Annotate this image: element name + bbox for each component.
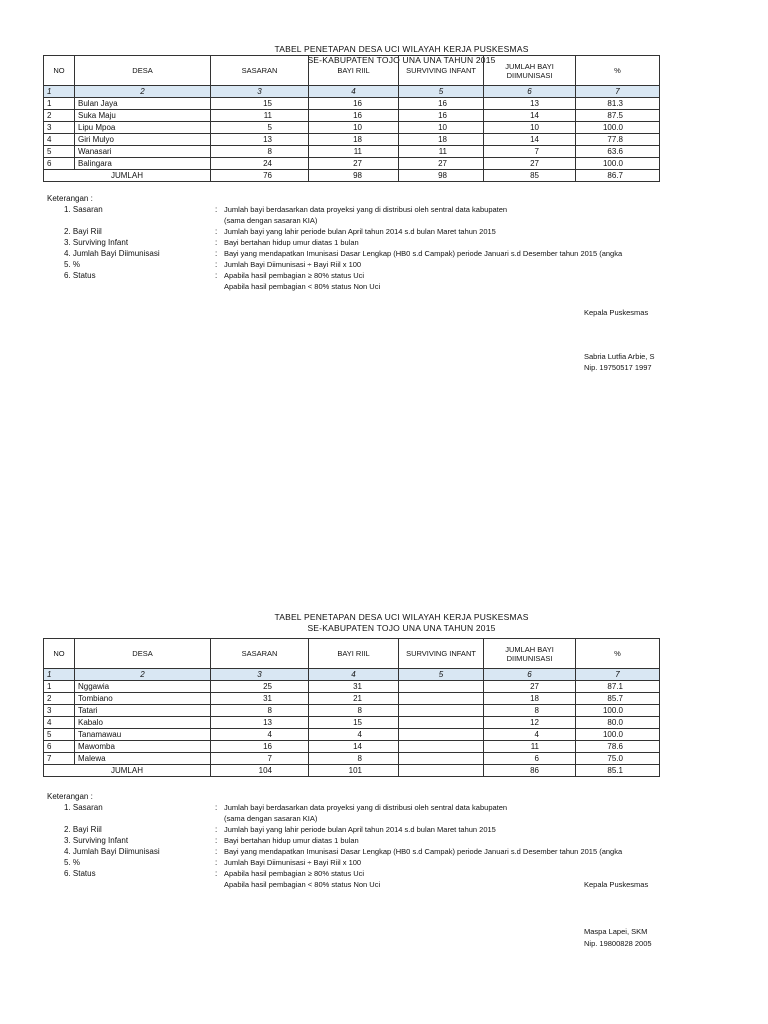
cell-sasaran: 13 <box>211 717 309 729</box>
table-row <box>44 693 660 705</box>
cell-surviving-infant <box>399 753 484 765</box>
title-line-1: TABEL PENETAPAN DESA UCI WILAYAH KERJA PUSKESMAS <box>274 612 529 622</box>
cell-desa: Malewa <box>75 753 211 765</box>
cell-desa: Lipu Mpoa <box>75 122 211 134</box>
cell-jumlah-bayi: 18 <box>484 693 576 705</box>
cell-sasaran: 5 <box>211 122 309 134</box>
col-header-desa: DESA <box>75 639 211 669</box>
total-percent: 86.7 <box>576 170 660 182</box>
cell-no: 1 <box>44 98 75 110</box>
title-line-2: SE-KABUPATEN TOJO UNA UNA TAHUN 2015 <box>307 55 496 65</box>
cell-jumlah-bayi: 12 <box>484 717 576 729</box>
column-index-row <box>44 86 660 98</box>
cell-percent: 100.0 <box>576 729 660 741</box>
cell-bayi-riil: 10 <box>309 122 399 134</box>
cell-jumlah-bayi: 13 <box>484 98 576 110</box>
cell-percent: 100.0 <box>576 122 660 134</box>
cell-desa: Wanasari <box>75 146 211 158</box>
note-value: Jumlah Bayi Diimunisasi ÷ Bayi Riil x 100 <box>224 858 362 867</box>
note-key: 2. Bayi Riil <box>64 825 102 834</box>
note-row: 2. Bayi Riil : Jumlah bayi yang lahir periode bulan April tahun 2014 s.d bulan Maret tahun 2015 <box>64 825 496 834</box>
total-percent: 85.1 <box>576 765 660 777</box>
cell-percent: 80.0 <box>576 717 660 729</box>
cell-percent: 100.0 <box>576 705 660 717</box>
signer-name: Maspa Lapei, SKM <box>584 927 648 936</box>
note-key: 3. Surviving Infant <box>64 836 129 845</box>
cell-no: 6 <box>44 741 75 753</box>
signer-name: Sabria Lutfia Arbie, S <box>584 352 655 361</box>
title-line-2: SE-KABUPATEN TOJO UNA UNA TAHUN 2015 <box>307 623 496 633</box>
signer-title: Kepala Puskesmas <box>584 880 649 889</box>
cell-sasaran: 13 <box>211 134 309 146</box>
cell-no: 2 <box>44 693 75 705</box>
table-row <box>44 98 660 110</box>
index-cell: 3 <box>211 86 309 98</box>
total-jumlah-bayi: 85 <box>484 170 576 182</box>
cell-sasaran: 8 <box>211 705 309 717</box>
col-header-no: NO <box>44 56 75 86</box>
cell-sasaran: 16 <box>211 741 309 753</box>
cell-surviving-infant: 18 <box>399 134 484 146</box>
note-row: 4. Jumlah Bayi Diimunisasi : Bayi yang mendapatkan Imunisasi Dasar Lengkap (HB0 s.d Campak) periode Januari s.d Desember tahun 2015 (angka <box>64 249 623 258</box>
note-row <box>47 813 687 824</box>
table-row <box>44 158 660 170</box>
total-bayi-riil: 101 <box>309 765 399 777</box>
cell-sasaran: 4 <box>211 729 309 741</box>
note-row: 2. Bayi Riil : Jumlah bayi yang lahir periode bulan April tahun 2014 s.d bulan Maret tahun 2015 <box>64 227 496 236</box>
note-value: Jumlah bayi berdasarkan data proyeksi yang di distribusi oleh sentral data kabupaten <box>224 803 508 812</box>
cell-sasaran: 25 <box>211 681 309 693</box>
cell-surviving-infant <box>399 693 484 705</box>
cell-desa: Suka Maju <box>75 110 211 122</box>
note-key: 6. Status <box>64 271 96 280</box>
cell-surviving-infant <box>399 717 484 729</box>
table-row <box>44 729 660 741</box>
total-surviving-infant <box>399 765 484 777</box>
col-header-sasaran: SASARAN <box>211 639 309 669</box>
cell-no: 6 <box>44 158 75 170</box>
col-header-sasaran: SASARAN <box>211 56 309 86</box>
cell-surviving-infant <box>399 681 484 693</box>
cell-surviving-infant: 27 <box>399 158 484 170</box>
cell-desa: Tatari <box>75 705 211 717</box>
cell-sasaran: 24 <box>211 158 309 170</box>
index-cell: 6 <box>484 86 576 98</box>
keterangan-block <box>47 193 687 292</box>
note-key: 4. Jumlah Bayi Diimunisasi <box>64 249 160 258</box>
cell-bayi-riil: 14 <box>309 741 399 753</box>
cell-no: 1 <box>44 681 75 693</box>
cell-no: 4 <box>44 717 75 729</box>
cell-jumlah-bayi: 6 <box>484 753 576 765</box>
cell-bayi-riil: 8 <box>309 753 399 765</box>
cell-percent: 63.6 <box>576 146 660 158</box>
cell-no: 3 <box>44 122 75 134</box>
index-cell: 4 <box>309 86 399 98</box>
cell-desa: Mawomba <box>75 741 211 753</box>
index-cell: 1 <box>44 669 75 681</box>
cell-desa: Giri Mulyo <box>75 134 211 146</box>
total-row <box>44 170 660 182</box>
header-row <box>44 639 660 669</box>
index-cell: 2 <box>75 86 211 98</box>
index-cell: 5 <box>399 669 484 681</box>
note-key: 1. Sasaran <box>64 803 103 812</box>
table-row <box>44 110 660 122</box>
cell-surviving-infant <box>399 705 484 717</box>
total-bayi-riil: 98 <box>309 170 399 182</box>
cell-no: 3 <box>44 705 75 717</box>
index-cell: 5 <box>399 86 484 98</box>
note-row: 1. Sasaran : Jumlah bayi berdasarkan data proyeksi yang di distribusi oleh sentral data kabupaten <box>64 803 508 812</box>
col-header-jumlah-bayi: JUMLAH BAYI DIIMUNISASI <box>484 639 576 669</box>
table-row <box>44 146 660 158</box>
note-row: 1. Sasaran : Jumlah bayi berdasarkan data proyeksi yang di distribusi oleh sentral data kabupaten <box>64 205 508 214</box>
total-surviving-infant: 98 <box>399 170 484 182</box>
cell-surviving-infant: 16 <box>399 110 484 122</box>
note-key: 3. Surviving Infant <box>64 238 129 247</box>
index-cell: 7 <box>576 86 660 98</box>
note-row: 6. Status : Apabila hasil pembagian ≥ 80% status Uci <box>64 869 365 878</box>
cell-bayi-riil: 31 <box>309 681 399 693</box>
note-row: 3. Surviving Infant : Bayi bertahan hidup umur diatas 1 bulan <box>64 238 359 247</box>
index-cell: 2 <box>75 669 211 681</box>
table-row <box>44 741 660 753</box>
note-value: Jumlah bayi berdasarkan data proyeksi yang di distribusi oleh sentral data kabupaten <box>224 205 508 214</box>
total-sasaran: 76 <box>211 170 309 182</box>
total-row <box>44 765 660 777</box>
note-value: Jumlah bayi yang lahir periode bulan April tahun 2014 s.d bulan Maret tahun 2015 <box>224 825 496 834</box>
cell-bayi-riil: 15 <box>309 717 399 729</box>
cell-surviving-infant: 11 <box>399 146 484 158</box>
cell-desa: Bulan Jaya <box>75 98 211 110</box>
col-header-surviving-infant: SURVIVING INFANT <box>399 56 484 86</box>
keterangan-label: Keterangan : <box>47 194 93 203</box>
column-index-row <box>44 669 660 681</box>
note-key: 2. Bayi Riil <box>64 227 102 236</box>
cell-percent: 77.8 <box>576 134 660 146</box>
note-row: 5. % : Jumlah Bayi Diimunisasi ÷ Bayi Riil x 100 <box>64 260 362 269</box>
note-value: Apabila hasil pembagian < 80% status Non Uci <box>224 282 381 291</box>
cell-jumlah-bayi: 14 <box>484 134 576 146</box>
col-header-bayi-riil: BAYI RIIL <box>309 639 399 669</box>
index-cell: 6 <box>484 669 576 681</box>
cell-jumlah-bayi: 14 <box>484 110 576 122</box>
cell-no: 5 <box>44 146 75 158</box>
cell-desa: Tombiano <box>75 693 211 705</box>
col-header-percent: % <box>576 56 660 86</box>
title-line-1: TABEL PENETAPAN DESA UCI WILAYAH KERJA PUSKESMAS <box>274 44 529 54</box>
cell-desa: Nggawia <box>75 681 211 693</box>
table-row <box>44 705 660 717</box>
cell-bayi-riil: 18 <box>309 134 399 146</box>
cell-sasaran: 31 <box>211 693 309 705</box>
note-row: 3. Surviving Infant : Bayi bertahan hidup umur diatas 1 bulan <box>64 836 359 845</box>
cell-percent: 75.0 <box>576 753 660 765</box>
index-cell: 7 <box>576 669 660 681</box>
cell-jumlah-bayi: 27 <box>484 158 576 170</box>
note-value: (sama dengan sasaran KIA) <box>224 814 318 823</box>
note-value: Apabila hasil pembagian < 80% status Non Uci <box>224 880 381 889</box>
total-label: JUMLAH <box>44 765 211 777</box>
cell-jumlah-bayi: 8 <box>484 705 576 717</box>
cell-bayi-riil: 11 <box>309 146 399 158</box>
note-row <box>47 215 687 226</box>
uci-table <box>43 55 660 182</box>
cell-sasaran: 11 <box>211 110 309 122</box>
note-row: 5. % : Jumlah Bayi Diimunisasi ÷ Bayi Riil x 100 <box>64 858 362 867</box>
note-value: (sama dengan sasaran KIA) <box>224 216 318 225</box>
index-cell: 1 <box>44 86 75 98</box>
note-value: Bayi yang mendapatkan Imunisasi Dasar Lengkap (HB0 s.d Campak) periode Januari s.d Desember tahun 2015 (angka <box>224 847 623 856</box>
note-value: Jumlah Bayi Diimunisasi ÷ Bayi Riil x 100 <box>224 260 362 269</box>
cell-surviving-infant: 10 <box>399 122 484 134</box>
cell-percent: 100.0 <box>576 158 660 170</box>
signer-nip: Nip. 19750517 1997 <box>584 363 652 372</box>
cell-sasaran: 7 <box>211 753 309 765</box>
note-key: 5. % <box>64 858 81 867</box>
note-value: Bayi yang mendapatkan Imunisasi Dasar Lengkap (HB0 s.d Campak) periode Januari s.d Desember tahun 2015 (angka <box>224 249 623 258</box>
cell-jumlah-bayi: 11 <box>484 741 576 753</box>
total-jumlah-bayi: 86 <box>484 765 576 777</box>
note-key: 6. Status <box>64 869 96 878</box>
total-label: JUMLAH <box>44 170 211 182</box>
cell-jumlah-bayi: 10 <box>484 122 576 134</box>
cell-surviving-infant <box>399 741 484 753</box>
cell-percent: 81.3 <box>576 98 660 110</box>
keterangan-block <box>47 791 687 890</box>
cell-surviving-infant <box>399 729 484 741</box>
cell-sasaran: 15 <box>211 98 309 110</box>
header-row <box>44 56 660 86</box>
keterangan-label: Keterangan : <box>47 792 93 801</box>
cell-surviving-infant: 16 <box>399 98 484 110</box>
cell-no: 2 <box>44 110 75 122</box>
note-value: Bayi bertahan hidup umur diatas 1 bulan <box>224 238 359 247</box>
note-row: 6. Status : Apabila hasil pembagian ≥ 80% status Uci <box>64 271 365 280</box>
note-value: Apabila hasil pembagian ≥ 80% status Uci <box>224 271 365 280</box>
note-key: 4. Jumlah Bayi Diimunisasi <box>64 847 160 856</box>
cell-bayi-riil: 21 <box>309 693 399 705</box>
index-cell: 4 <box>309 669 399 681</box>
cell-bayi-riil: 27 <box>309 158 399 170</box>
signer-title: Kepala Puskesmas <box>584 308 649 317</box>
col-header-bayi-riil: BAYI RIIL <box>309 56 399 86</box>
note-value: Bayi bertahan hidup umur diatas 1 bulan <box>224 836 359 845</box>
cell-bayi-riil: 16 <box>309 98 399 110</box>
cell-bayi-riil: 16 <box>309 110 399 122</box>
note-value: Jumlah bayi yang lahir periode bulan April tahun 2014 s.d bulan Maret tahun 2015 <box>224 227 496 236</box>
table-title <box>200 612 603 634</box>
note-key: 5. % <box>64 260 81 269</box>
cell-jumlah-bayi: 4 <box>484 729 576 741</box>
cell-no: 5 <box>44 729 75 741</box>
note-row <box>47 281 687 292</box>
signer-nip: Nip. 19800828 2005 <box>584 939 652 948</box>
cell-percent: 87.1 <box>576 681 660 693</box>
table-row <box>44 717 660 729</box>
note-row: 4. Jumlah Bayi Diimunisasi : Bayi yang mendapatkan Imunisasi Dasar Lengkap (HB0 s.d Campak) periode Januari s.d Desember tahun 2015 (angka <box>64 847 623 856</box>
table-row <box>44 753 660 765</box>
note-value: Apabila hasil pembagian ≥ 80% status Uci <box>224 869 365 878</box>
table-row <box>44 681 660 693</box>
cell-no: 4 <box>44 134 75 146</box>
col-header-no: NO <box>44 639 75 669</box>
table-row <box>44 134 660 146</box>
uci-table <box>43 638 660 777</box>
col-header-surviving-infant: SURVIVING INFANT <box>399 639 484 669</box>
index-cell: 3 <box>211 669 309 681</box>
col-header-percent: % <box>576 639 660 669</box>
cell-desa: Tanamawau <box>75 729 211 741</box>
cell-sasaran: 8 <box>211 146 309 158</box>
cell-percent: 78.6 <box>576 741 660 753</box>
cell-no: 7 <box>44 753 75 765</box>
cell-desa: Kabalo <box>75 717 211 729</box>
cell-desa: Balingara <box>75 158 211 170</box>
cell-percent: 87.5 <box>576 110 660 122</box>
cell-bayi-riil: 8 <box>309 705 399 717</box>
note-key: 1. Sasaran <box>64 205 103 214</box>
col-header-desa: DESA <box>75 56 211 86</box>
cell-jumlah-bayi: 27 <box>484 681 576 693</box>
cell-jumlah-bayi: 7 <box>484 146 576 158</box>
col-header-jumlah-bayi: JUMLAH BAYI DIIMUNISASI <box>484 56 576 86</box>
cell-bayi-riil: 4 <box>309 729 399 741</box>
cell-percent: 85.7 <box>576 693 660 705</box>
table-row <box>44 122 660 134</box>
total-sasaran: 104 <box>211 765 309 777</box>
